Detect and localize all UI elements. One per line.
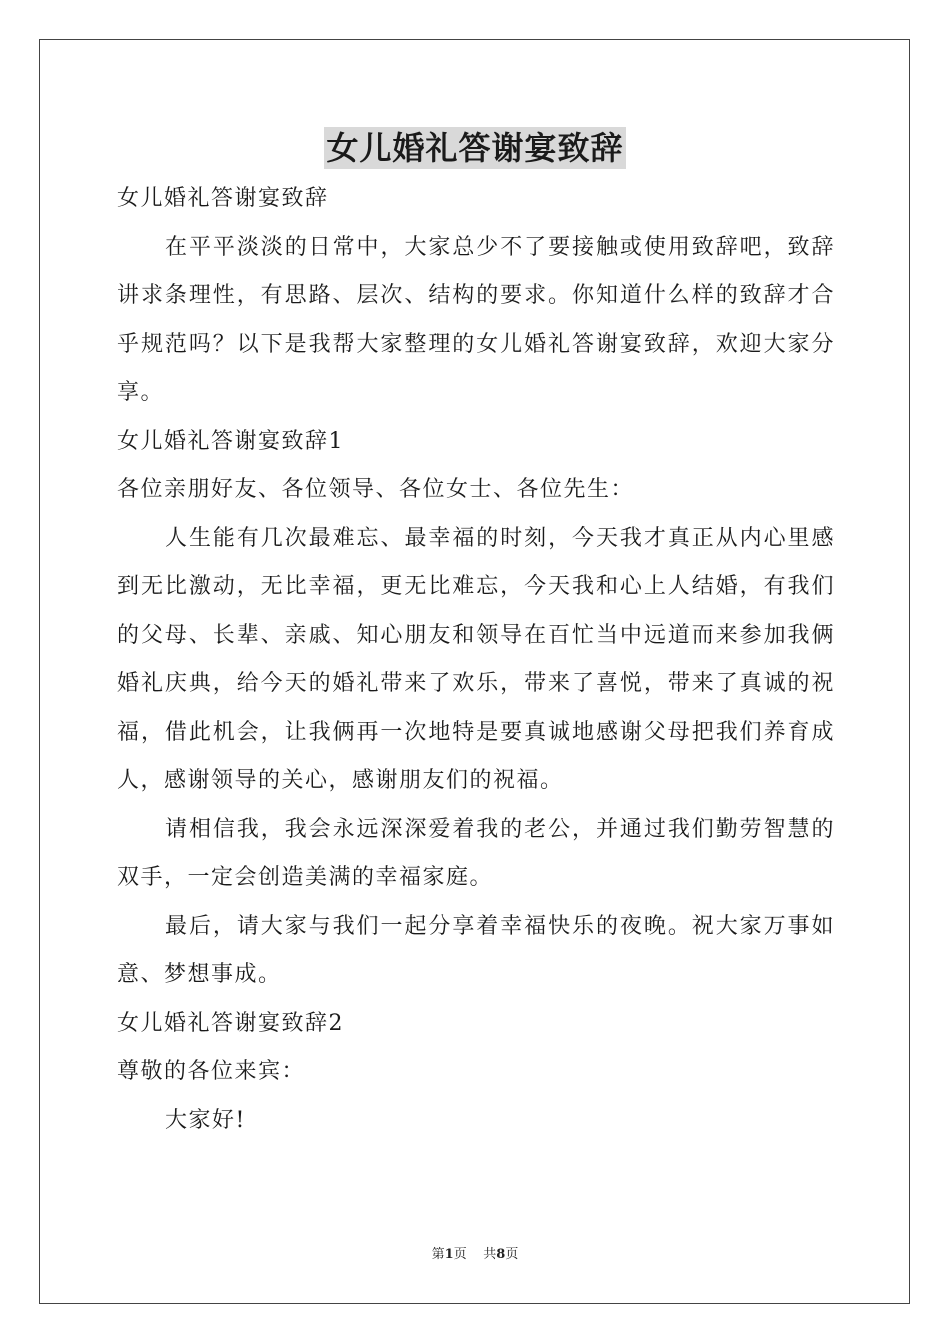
total-prefix: 共 — [483, 1247, 497, 1262]
paragraph-intro: 在平平淡淡的日常中，大家总少不了要接触或使用致辞吧，致辞讲求条理性，有思路、层次、结构的要求。你知道什么样的致辞才合乎规范吗？以下是我帮大家整理的女儿婚礼答谢宴致辞，欢迎大家分享。 — [117, 234, 835, 405]
title-container — [0, 127, 950, 169]
section-heading-1: 女儿婚礼答谢宴致辞1 — [117, 428, 344, 454]
page-number: 1 — [444, 1247, 454, 1262]
page-footer — [0, 1246, 950, 1264]
paragraph-body-2: 请相信我，我会永远深深爱着我的老公，并通过我们勤劳智慧的双手，一定会创造美满的幸福家庭。 — [117, 816, 835, 890]
document-title: 女儿婚礼答谢宴致辞 — [326, 129, 624, 167]
salutation-2: 尊敬的各位来宾： — [117, 1059, 306, 1084]
total-suffix: 页 — [505, 1247, 519, 1262]
paragraph-body-1: 人生能有几次最难忘、最幸福的时刻，今天我才真正从内心里感到无比激动，无比幸福，更无比难忘，今天我和心上人结婚，有我们的父母、长辈、亲戚、知心朋友和领导在百忙当中远道而来参加我俩婚礼庆典，给今天的婚礼带来了欢乐，带来了喜悦，带来了真诚的祝福，借此机会，让我俩再一次地特是要真诚地感谢父母把我们养育成人，感谢领导的关心，感谢朋友们的祝福。 — [117, 525, 835, 793]
greeting: 大家好! — [165, 1107, 246, 1133]
paragraph-body-3: 最后，请大家与我们一起分享着幸福快乐的夜晚。祝大家万事如意、梦想事成。 — [117, 913, 835, 987]
paragraph-subtitle: 女儿婚礼答谢宴致辞 — [117, 186, 329, 211]
page-suffix: 页 — [453, 1247, 467, 1262]
document-body — [117, 175, 835, 1145]
section-heading-2: 女儿婚礼答谢宴致辞2 — [117, 1010, 344, 1036]
page-prefix: 第 — [431, 1247, 445, 1262]
total-pages: 8 — [496, 1247, 506, 1262]
salutation-1: 各位亲朋好友、各位领导、各位女士、各位先生： — [117, 477, 635, 502]
